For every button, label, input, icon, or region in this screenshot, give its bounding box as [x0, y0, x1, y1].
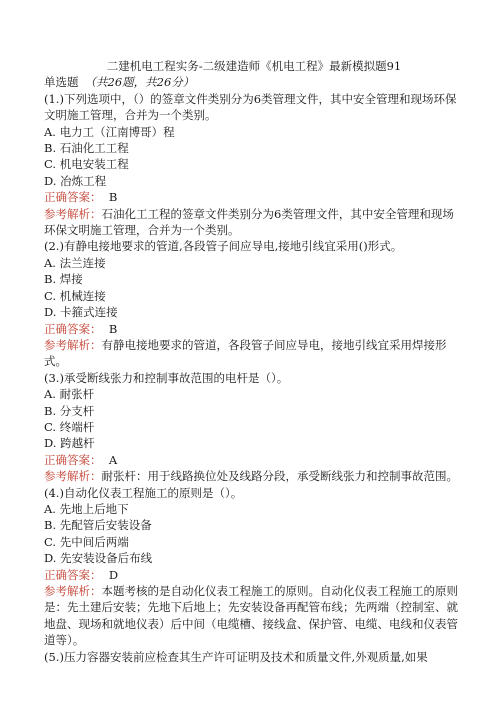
analysis — [44, 206, 464, 239]
analysis-label: 参考解析： — [44, 206, 102, 221]
analysis-text: 石油化工工程的签章文件类别分为6类管理文件，其中安全管理和现场环保文明施工管理，合并为一个类别。 — [44, 206, 454, 238]
correct-answer — [44, 189, 464, 205]
section-header — [44, 74, 464, 90]
analysis-label: 参考解析： — [44, 469, 102, 484]
option-b: B. 焊接 — [44, 272, 83, 287]
question-block — [44, 238, 464, 369]
answer-value: D — [108, 567, 119, 582]
correct-answer — [44, 321, 464, 337]
option-d: D. 跨越杆 — [44, 436, 95, 451]
question-text: (3.)承受断线张力和控制事故范围的电杆是（）。 — [44, 370, 289, 385]
option-d: D. 卡箍式连接 — [44, 305, 118, 320]
analysis-text: 本题考核的是自动化仪表工程施工的原则。自动化仪表工程施工的原则是：先土建后安装；先地下后地上；先安装设备再配管布线；先两端（控制室、就地盘、现场和就地仪表）后中间（电缆槽、接线盒、保护管、电缆、电线和仪表管道等）。 — [44, 584, 458, 648]
option-c: C. 机械连接 — [44, 288, 106, 303]
option-a: A. 电力工（江南博哥）程 — [44, 124, 175, 139]
section-name: 单选题 — [44, 75, 79, 90]
option-b: B. 分支杆 — [44, 403, 95, 418]
question-text: (1.)下列选项中，（）的签章文件类别分为6类管理文件，其中安全管理和现场环保文明施工管理，合并为一个类别。 — [44, 91, 457, 123]
question-block — [44, 370, 464, 485]
section-count: （共26题，共26分） — [84, 75, 195, 90]
analysis-text: 有静电接地要求的管道，各段管子间应导电，接地引线宜采用焊接形式。 — [44, 337, 447, 369]
option-a: A. 耐张杆 — [44, 387, 95, 402]
answer-value: A — [108, 452, 118, 467]
option-b: B. 先配管后安装设备 — [44, 518, 152, 533]
answer-label: 正确答案： — [44, 190, 102, 205]
option-a: A. 先地上后地下 — [44, 501, 129, 516]
option-c: C. 先中间后两端 — [44, 534, 129, 549]
analysis-label: 参考解析： — [44, 584, 102, 598]
analysis — [44, 468, 464, 484]
question-block — [44, 91, 464, 239]
option-d: D. 先安装设备后布线 — [44, 551, 153, 566]
question-text-partial: (5.)压力容器安装前应检查其生产许可证明及技术和质量文件,外观质量,如果 — [44, 649, 428, 664]
option-d: D. 冶炼工程 — [44, 173, 107, 188]
answer-value: B — [108, 190, 118, 205]
option-b: B. 石油化工工程 — [44, 141, 129, 156]
answer-label: 正确答案： — [44, 452, 102, 467]
question-text: (2.)有静电接地要求的管道,各段管子间应导电,接地引线宜采用()形式。 — [44, 239, 403, 254]
correct-answer — [44, 567, 464, 583]
analysis — [44, 337, 464, 370]
analysis-label: 参考解析： — [44, 337, 102, 352]
correct-answer — [44, 452, 464, 468]
page-title: 二建机电工程实务-二级建造师《机电工程》最新模拟题91 — [106, 59, 402, 73]
question-block — [44, 485, 464, 649]
option-a: A. 法兰连接 — [44, 255, 106, 270]
option-c: C. 机电安装工程 — [44, 157, 129, 172]
analysis-text: 耐张杆：用于线路换位处及线路分段，承受断线张力和控制事故范围。 — [101, 469, 458, 484]
answer-value: B — [108, 321, 118, 336]
question-text: (4.)自动化仪表工程施工的原则是（）。 — [44, 485, 243, 500]
answer-label: 正确答案： — [44, 321, 102, 336]
answer-label: 正确答案： — [44, 567, 102, 582]
option-c: C. 终端杆 — [44, 419, 95, 434]
document-page — [44, 58, 464, 665]
analysis — [44, 583, 464, 649]
